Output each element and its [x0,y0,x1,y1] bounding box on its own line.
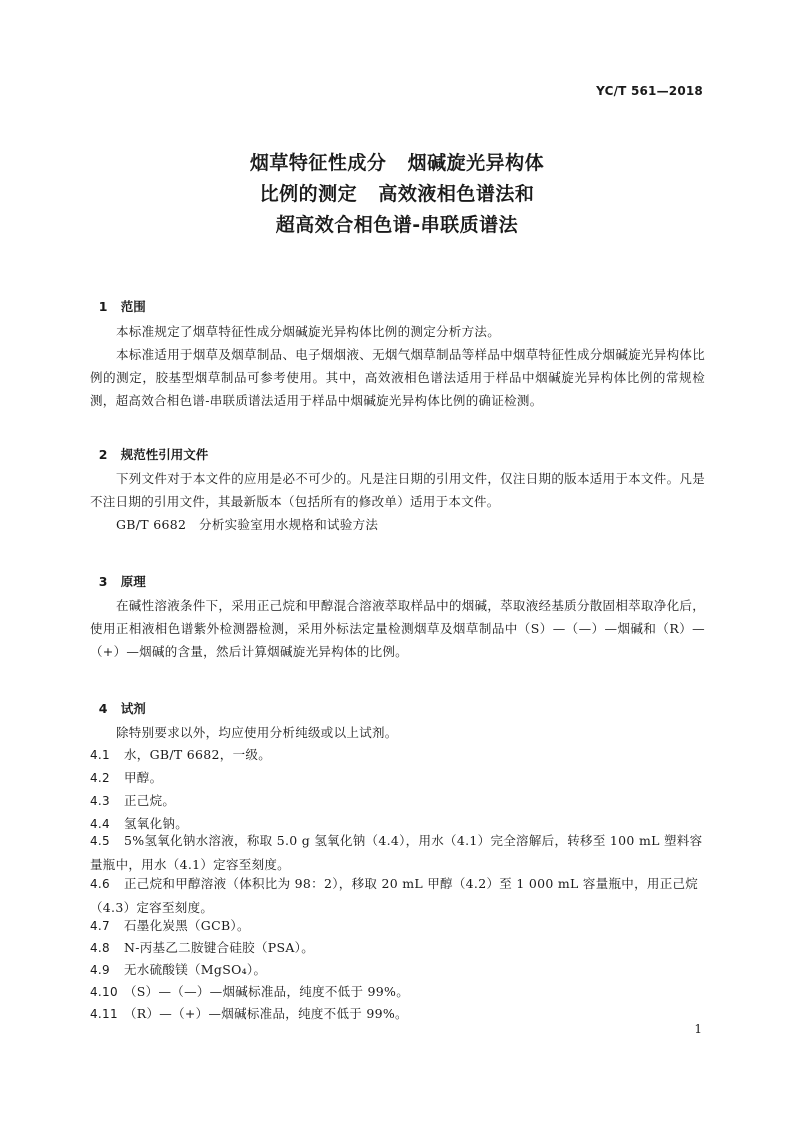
section-1-paragraph-2: 本标准适用于烟草及烟草制品、电子烟烟液、无烟气烟草制品等样品中烟草特征性成分烟碱旋光异构体比例的测定，胶基型烟草制品可参考使用。其中，高效液相色谱法适用于样品中烟碱旋光异构体比例的常规检测，超高效合相色谱-串联质谱法适用于样品中烟碱旋光异构体比例的确证检测。 [90,347,705,408]
item-number: 4.11 [90,1007,118,1021]
list-item [90,980,705,1004]
section-number: 4 [98,701,108,716]
item-number: 4.6 [90,877,110,891]
title-line-2: 比例的测定 高效液相色谱法和 [259,183,535,205]
item-number: 4.7 [90,919,110,933]
section-3-paragraph-1: 在碱性溶液条件下，采用正己烷和甲醇混合溶液萃取样品中的烟碱，萃取液经基质分散固相萃取净化后，使用正相液相色谱紫外检测器检测，采用外标法定量检测烟草及烟草制品中（S）—（—）—烟碱和（R）—（+）—烟碱的含量，然后计算烟碱旋光异构体的比例。 [90,598,705,659]
item-number: 4.10 [90,985,118,999]
item-text: 无水硫酸镁（MgSO₄）。 [124,962,267,977]
list-item [90,829,705,876]
normative-reference: GB/T 6682 分析实验室用水规格和试验方法 [116,517,379,532]
section-number: 2 [98,447,108,462]
list-item [90,789,705,813]
item-text: 正己烷和甲醇溶液（体积比为 98：2），移取 20 mL 甲醇（4.2）至 1 000 mL 容量瓶中，用正己烷（4.3）定容至刻度。 [90,876,699,915]
list-item [90,743,705,767]
section-1-heading [90,282,146,315]
list-item [90,872,705,919]
standard-code: YC/T 561—2018 [596,84,703,98]
item-number: 4.4 [90,817,110,831]
list-item [90,936,705,960]
item-text: （S）—（—）—烟碱标准品，纯度不低于 99%。 [124,984,410,999]
section-4-heading [90,684,146,717]
item-number: 4.3 [90,794,110,808]
item-number: 4.5 [90,834,110,848]
item-text: （R）—（+）—烟碱标准品，纯度不低于 99%。 [124,1006,408,1021]
document-title [0,148,794,241]
list-item [90,1002,705,1026]
item-text: 水，GB/T 6682，一级。 [124,747,272,762]
list-item [90,958,705,982]
list-item [90,914,705,938]
section-3-heading [90,557,146,590]
title-line-1: 烟草特征性成分 烟碱旋光异构体 [249,152,545,174]
item-number: 4.1 [90,748,110,762]
item-text: 氢氧化钠。 [124,816,189,831]
item-text: 甲醇。 [124,770,163,785]
section-2-heading [90,430,208,463]
item-number: 4.2 [90,771,110,785]
page-number: 1 [694,1022,702,1036]
item-text: 5%氢氧化钠水溶液，称取 5.0 g 氢氧化钠（4.4），用水（4.1）完全溶解后，转移至 100 mL 塑料容量瓶中，用水（4.1）定容至刻度。 [90,833,703,872]
item-text: N-丙基乙二胺键合硅胶（PSA）。 [124,940,315,955]
item-number: 4.8 [90,941,110,955]
section-title: 范围 [120,299,146,314]
section-4-intro: 除特别要求以外，均应使用分析纯级或以上试剂。 [116,725,398,740]
section-number: 3 [98,574,108,589]
item-number: 4.9 [90,963,110,977]
title-line-3: 超高效合相色谱-串联质谱法 [275,214,519,236]
item-text: 石墨化炭黑（GCB）。 [124,918,250,933]
section-title: 原理 [120,574,146,589]
section-title: 规范性引用文件 [120,447,209,462]
section-title: 试剂 [120,701,146,716]
list-item [90,766,705,790]
section-number: 1 [98,299,108,314]
item-text: 正己烷。 [124,793,176,808]
section-2-paragraph-1: 下列文件对于本文件的应用是必不可少的。凡是注日期的引用文件，仅注日期的版本适用于本文件。凡是不注日期的引用文件，其最新版本（包括所有的修改单）适用于本文件。 [90,471,705,509]
section-1-paragraph-1: 本标准规定了烟草特征性成分烟碱旋光异构体比例的测定分析方法。 [116,324,501,339]
